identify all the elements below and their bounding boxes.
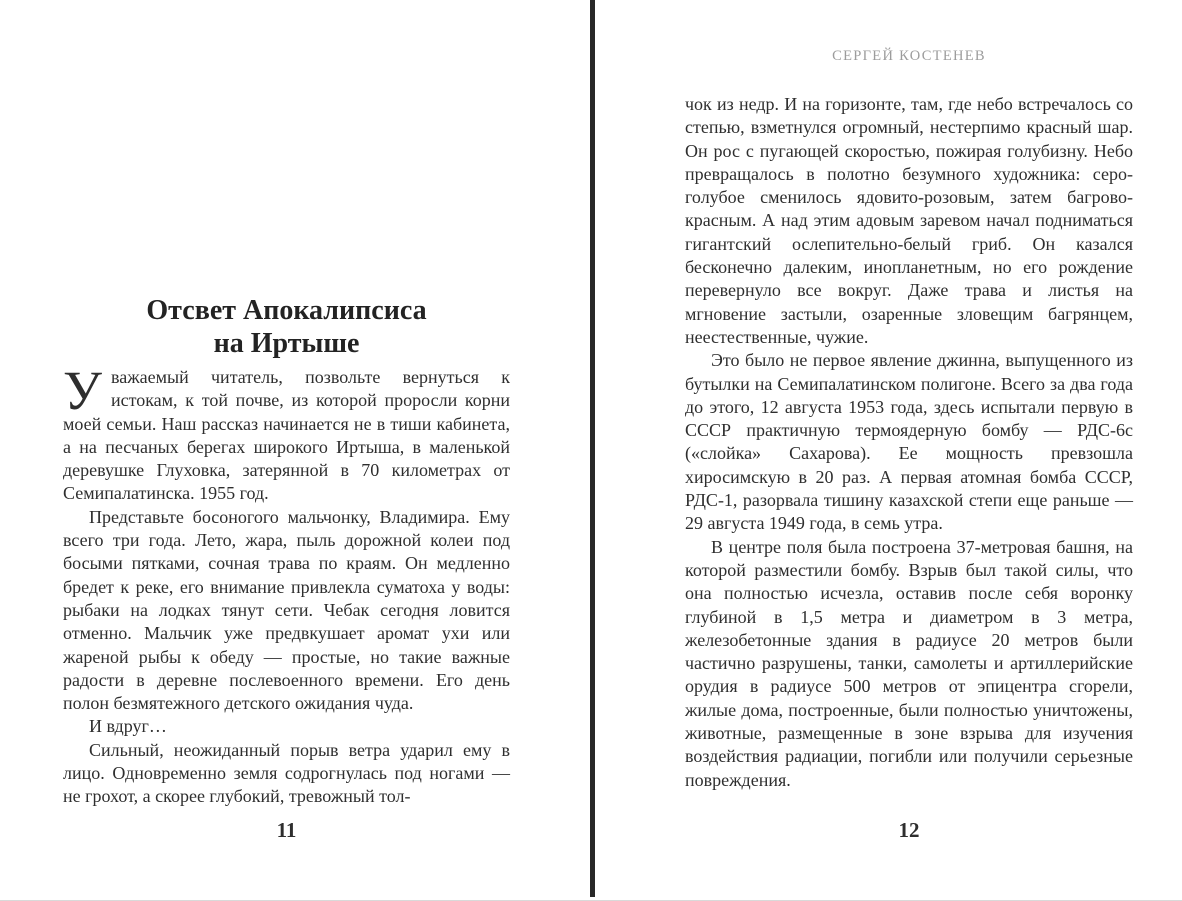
right-page — [685, 0, 1133, 901]
left-page-text-block — [63, 360, 510, 809]
page-gutter-divider — [590, 0, 595, 897]
paragraph: Представьте босоногого мальчонку, Владимира. Ему всего три года. Лето, жара, пыль дорожной колеи под босыми пятками, сочная трава по краям. Он медленно бредет к реке, его внимание привлекла суматоха у воды: рыбаки на лодках тянут сети. Чебак сегодня ловится отменно. Мальчик уже предвкушает аромат ухи или жареной рыбы к обеду — простые, но такие важные радости в деревне послевоенного времени. Его день полон безмятежного детского ожидания чуда. — [63, 506, 510, 714]
paragraph: чок из недр. И на горизонте, там, где небо встречалось со степью, взметнулся огромный, нестерпимо красный шар. Он рос с пугающей скоростью, пожирая голубизну. Небо превращалось в полотно безумного художника: серо-голубое сменилось ядовито-розовым, затем багрово-красным. А над этим адовым заревом начал подниматься гигантский ослепительно-белый гриб. Он казался бесконечно далеким, инопланетным, но его рождение перевернуло все вокруг. Даже трава и листья на мгновение застыли, озаренные зловещим багрянцем, неестественные, чужие. — [685, 94, 1133, 347]
paragraph: И вдруг… — [89, 716, 167, 737]
drop-cap: У — [63, 360, 102, 421]
chapter-title — [63, 294, 510, 360]
paragraph-text: важаемый читатель, позвольте вернуться к истокам, к той почве, из которой проросли корни моей семьи. Наш рассказ начинается не в тиши кабинета, а на песчаных берегах широкого Иртыша, в маленькой деревушке Глуховка, затерянной в 70 километрах от Семипалатинска. 1955 год. — [63, 367, 510, 504]
paragraph: Сильный, неожиданный порыв ветра ударил ему в лицо. Одновременно земля содрогнулась под ногами — не грохот, а скорее глубокий, тревожный тол- — [63, 739, 510, 807]
page-number-right: 12 — [898, 818, 920, 842]
paragraph: В центре поля была построена 37-метровая башня, на которой разместили бомбу. Взрыв был такой силы, что она полностью исчезла, оставив после себя воронку глубиной в 1,5 метра и диаметром в 3 метра, железобетонные здания в радиусе 20 метров были частично разрушены, танки, самолеты и артиллерийские орудия в радиусе 500 метров от эпицентра сгорели, жилые дома, построенные, были полностью уничтожены, животные, размещенные в зоне взрыва для изучения воздействия радиации, погибли или получили серьезные повреждения. — [685, 536, 1133, 790]
right-page-text-block — [685, 93, 1133, 792]
page-number-left: 11 — [276, 818, 297, 842]
left-page — [63, 0, 510, 901]
paragraph: Это было не первое явление джинна, выпущенного из бутылки на Семипалатинском полигоне. Всего за два года до этого, 12 августа 1953 года, здесь испытали первую в СССР практичную термоядерную бомбу — РДС-6с («слойка» Сахарова). Ее мощность превзошла хиросимскую в 20 раз. А первая атомная бомба СССР, РДС-1, разорвала тишину казахской степи еще раньше — 29 августа 1949 года, в семь утра. — [685, 350, 1133, 534]
paragraph — [63, 360, 510, 506]
chapter-title-line1: Отсвет Апокалипсиса — [146, 295, 427, 326]
chapter-title-line2: на Иртыше — [213, 328, 360, 359]
running-header: СЕРГЕЙ КОСТЕНЕВ — [832, 48, 986, 64]
